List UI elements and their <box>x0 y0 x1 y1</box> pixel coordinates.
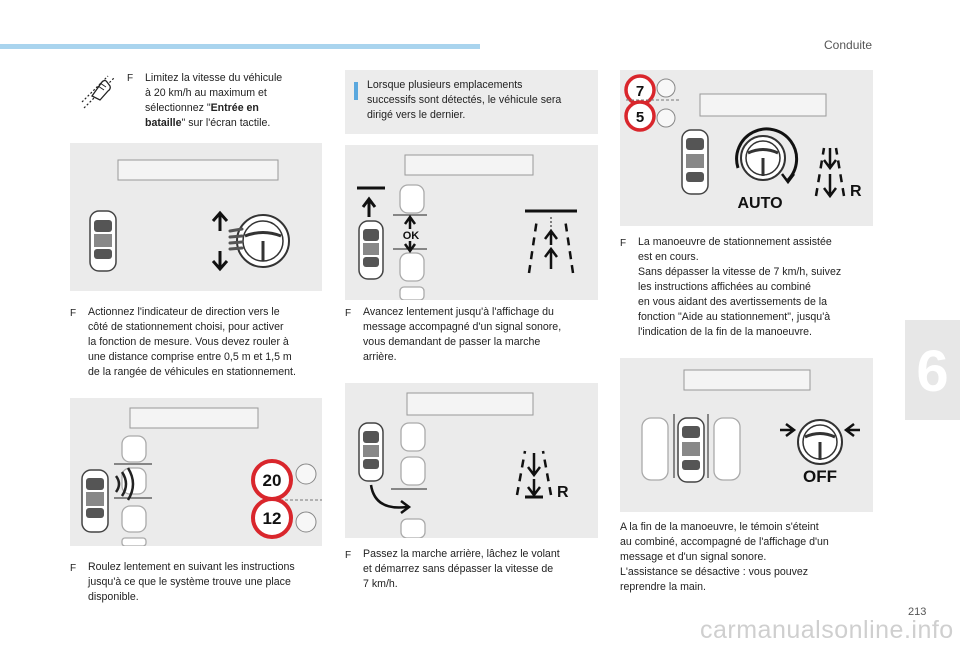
info-line: Lorsque plusieurs emplacements <box>367 79 523 91</box>
rotating-wheel-icon <box>737 129 797 212</box>
step6-line: La manoeuvre de stationnement assistée <box>638 236 832 248</box>
chapter-tab <box>905 320 960 420</box>
step5-text <box>363 547 598 592</box>
auto-label: AUTO <box>737 195 783 212</box>
step1-bold2: bataille <box>145 117 182 129</box>
step6-line: les instructions affichées au combiné <box>638 281 811 293</box>
car-icon <box>82 470 108 532</box>
reverse-label: R <box>557 484 569 501</box>
parked-cars <box>400 185 424 300</box>
car-icon <box>359 423 383 481</box>
bullet-step6: F <box>620 238 627 249</box>
step3-line: disponible. <box>88 591 139 603</box>
car-icon <box>359 221 383 279</box>
diagram-reverse-panel <box>345 383 598 538</box>
car-icon <box>682 130 708 194</box>
info-text <box>367 78 592 123</box>
step3-line: jusqu'à ce que le système trouve une place <box>88 576 291 588</box>
step5-line: Passez la marche arrière, lâchez le volant <box>363 548 560 560</box>
car-icon <box>678 418 704 482</box>
step1-text <box>145 71 320 131</box>
step1-bold1: Entrée en <box>210 102 259 114</box>
step4-line: Avancez lentement jusqu'à l'affichage du <box>363 306 554 318</box>
step2-line: la fonction de mesure. Vous devez rouler à <box>88 336 289 348</box>
forward-guidance-icon <box>525 211 577 273</box>
bullet-step2: F <box>70 308 77 319</box>
step6-line: en vous aidant des avertissements de la <box>638 296 828 308</box>
bullet-step5: F <box>345 550 352 561</box>
step4-line: vous demandant de passer la marche <box>363 336 541 348</box>
page-number: 213 <box>908 606 927 618</box>
info-note <box>345 70 598 134</box>
step6-text <box>638 235 878 340</box>
step6-line: fonction "Aide au stationnement", jusqu'à <box>638 311 831 323</box>
reverse-guidance-icon <box>517 451 569 501</box>
step2-line: une distance comprise entre 0,5 m et 1,5 m <box>88 351 292 363</box>
step3-line: Roulez lentement en suivant les instructions <box>88 561 295 573</box>
step5-line: et démarrez sans dépasser la vitesse de <box>363 563 554 575</box>
touchscreen-hand-icon <box>78 72 118 110</box>
speed-limit-20-icon <box>253 461 316 499</box>
step2-line: de la rangée de véhicules en stationnement. <box>88 366 296 378</box>
speed-label-7: 7 <box>635 83 645 100</box>
final-line: au combiné, accompagné de l'affichage d'un <box>620 536 829 548</box>
final-line: reprendre la main. <box>620 581 706 593</box>
bullet-step4: F <box>345 308 352 319</box>
car-icon <box>90 211 116 271</box>
step6-line: est en cours. <box>638 251 699 263</box>
speed-indicator-12-icon <box>253 499 316 537</box>
speed-label-20: 20 <box>262 471 282 490</box>
ok-label: OK <box>402 230 420 242</box>
steering-wheel-off-icon <box>780 420 860 486</box>
step1-line1: Limitez la vitesse du véhicule <box>145 72 283 84</box>
off-label: OFF <box>803 467 837 486</box>
final-text <box>620 520 870 595</box>
reverse-label: R <box>850 183 862 200</box>
steering-wheel-icon <box>237 215 289 267</box>
info-line: successifs sont détectés, le véhicule sera <box>367 94 562 106</box>
arrow-down-icon <box>213 251 227 269</box>
step2-line: côté de stationnement choisi, pour activer <box>88 321 284 333</box>
info-marker <box>354 82 358 100</box>
step4-text <box>363 305 598 365</box>
step3-text <box>88 560 328 605</box>
diagram-auto-panel <box>620 70 873 226</box>
reverse-guidance-icon <box>816 148 862 200</box>
step6-line: l'indication de la fin de la manoeuvre. <box>638 326 812 338</box>
section-title: Conduite <box>824 38 873 52</box>
arrow-up-icon <box>213 213 227 231</box>
diagram-off-panel <box>620 358 873 512</box>
final-line: A la fin de la manoeuvre, le témoin s'éteint <box>620 521 819 533</box>
step1-line3: sélectionnez " <box>145 102 211 114</box>
step1-line4: " sur l'écran tactile. <box>181 117 271 129</box>
diagram-indicator-panel <box>70 143 322 291</box>
step6-line: Sans dépasser la vitesse de 7 km/h, suivez <box>638 266 842 278</box>
watermark: carmanualsonline.info <box>700 616 954 644</box>
bullet-step1: F <box>127 73 134 84</box>
final-line: message et d'un signal sonore. <box>620 551 767 563</box>
final-line: L'assistance se désactive : vous pouvez <box>620 566 809 578</box>
speed-indicator-5-icon <box>626 102 675 130</box>
step4-line: message accompagné d'un signal sonore, <box>363 321 562 333</box>
step2-text <box>88 305 328 380</box>
step2-line: Actionnez l'indicateur de direction vers le <box>88 306 280 318</box>
step4-line: arrière. <box>363 351 397 363</box>
bullet-step3: F <box>70 563 77 574</box>
step5-line: 7 km/h. <box>363 578 398 590</box>
speed-label-5: 5 <box>635 109 645 126</box>
diagram-scanning-panel <box>70 398 322 546</box>
info-line: dirigé vers le dernier. <box>367 109 466 121</box>
diagram-ok-panel <box>345 145 598 300</box>
parked-cars <box>401 423 425 538</box>
header-accent-bar <box>0 44 480 49</box>
chapter-number: 6 <box>916 339 949 404</box>
speed-label-12: 12 <box>262 509 282 528</box>
step1-line2: à 20 km/h au maximum et <box>145 87 267 99</box>
